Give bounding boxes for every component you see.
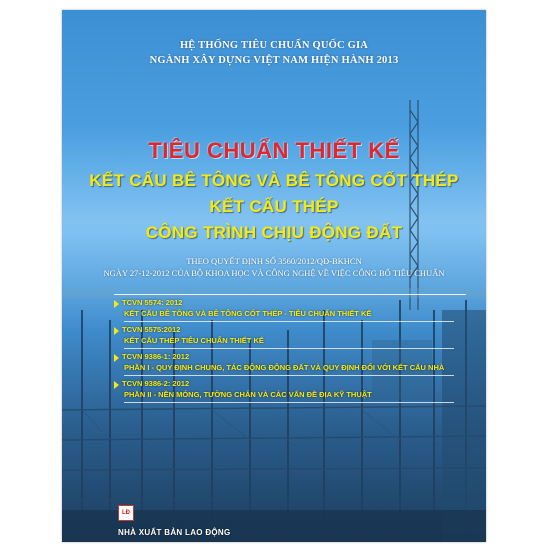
publisher-name: NHÀ XUẤT BẢN LAO ĐỘNG <box>118 528 231 537</box>
standard-item <box>114 379 474 403</box>
standard-name: PHẦN I - QUY ĐỊNH CHUNG, TÁC ĐỘNG ĐỘNG ĐẤT VÀ QUY ĐỊNH ĐỐI VỚI KẾT CẤU NHÀ <box>124 363 445 372</box>
book-cover <box>62 10 486 542</box>
series-title-line1: HỆ THỐNG TIÊU CHUẨN QUỐC GIA <box>179 40 369 51</box>
bullet-triangle-icon <box>114 381 119 389</box>
decree-line-2: NGÀY 27-12-2012 CỦA BỘ KHOA HỌC VÀ CÔNG NGHỆ VỀ VIỆC CÔNG BỐ TIÊU CHUẨN <box>103 268 445 278</box>
standard-item <box>114 352 474 376</box>
decree-line-1: THEO QUYẾT ĐỊNH SỐ 3560/2012/QĐ-BKHCN <box>186 256 362 266</box>
bullet-triangle-icon <box>114 300 119 308</box>
separator-line <box>124 375 454 376</box>
standards-list <box>114 298 474 406</box>
standard-name: KẾT CẤU THÉP TIÊU CHUẨN THIẾT KẾ <box>124 336 264 345</box>
standard-code: TCVN 5574: 2012 <box>122 298 183 307</box>
separator-line <box>114 294 466 295</box>
publisher-logo: LĐ <box>118 505 134 521</box>
separator-line <box>124 348 454 349</box>
book-subtitle-2: KẾT CẤU THÉP <box>209 197 339 216</box>
book-subtitle-1: KẾT CẤU BÊ TÔNG VÀ BÊ TÔNG CỐT THÉP <box>89 171 459 190</box>
bullet-triangle-icon <box>114 327 119 335</box>
book-title: TIÊU CHUẨN THIẾT KẾ <box>148 138 400 163</box>
bullet-triangle-icon <box>114 354 119 362</box>
standard-item <box>114 298 474 322</box>
standard-code: TCVN 5575:2012 <box>122 325 181 334</box>
separator-line <box>124 321 454 322</box>
standard-code: TCVN 9386-2: 2012 <box>122 379 190 388</box>
separator-line <box>124 402 454 403</box>
series-title-line2: NGÀNH XÂY DỰNG VIỆT NAM HIỆN HÀNH 2013 <box>149 55 399 66</box>
standard-name: PHẦN II - NỀN MÓNG, TƯỜNG CHẮN VÀ CÁC VẤN ĐỀ ĐỊA KỸ THUẬT <box>124 390 372 399</box>
standard-name: KẾT CẤU BÊ TÔNG VÀ BÊ TÔNG CỐT THÉP - TIÊU CHUẨN THIẾT KẾ <box>124 309 372 318</box>
standard-code: TCVN 9386-1: 2012 <box>122 352 190 361</box>
standard-item <box>114 325 474 349</box>
book-subtitle-3: CÔNG TRÌNH CHỊU ĐỘNG ĐẤT <box>145 223 403 242</box>
